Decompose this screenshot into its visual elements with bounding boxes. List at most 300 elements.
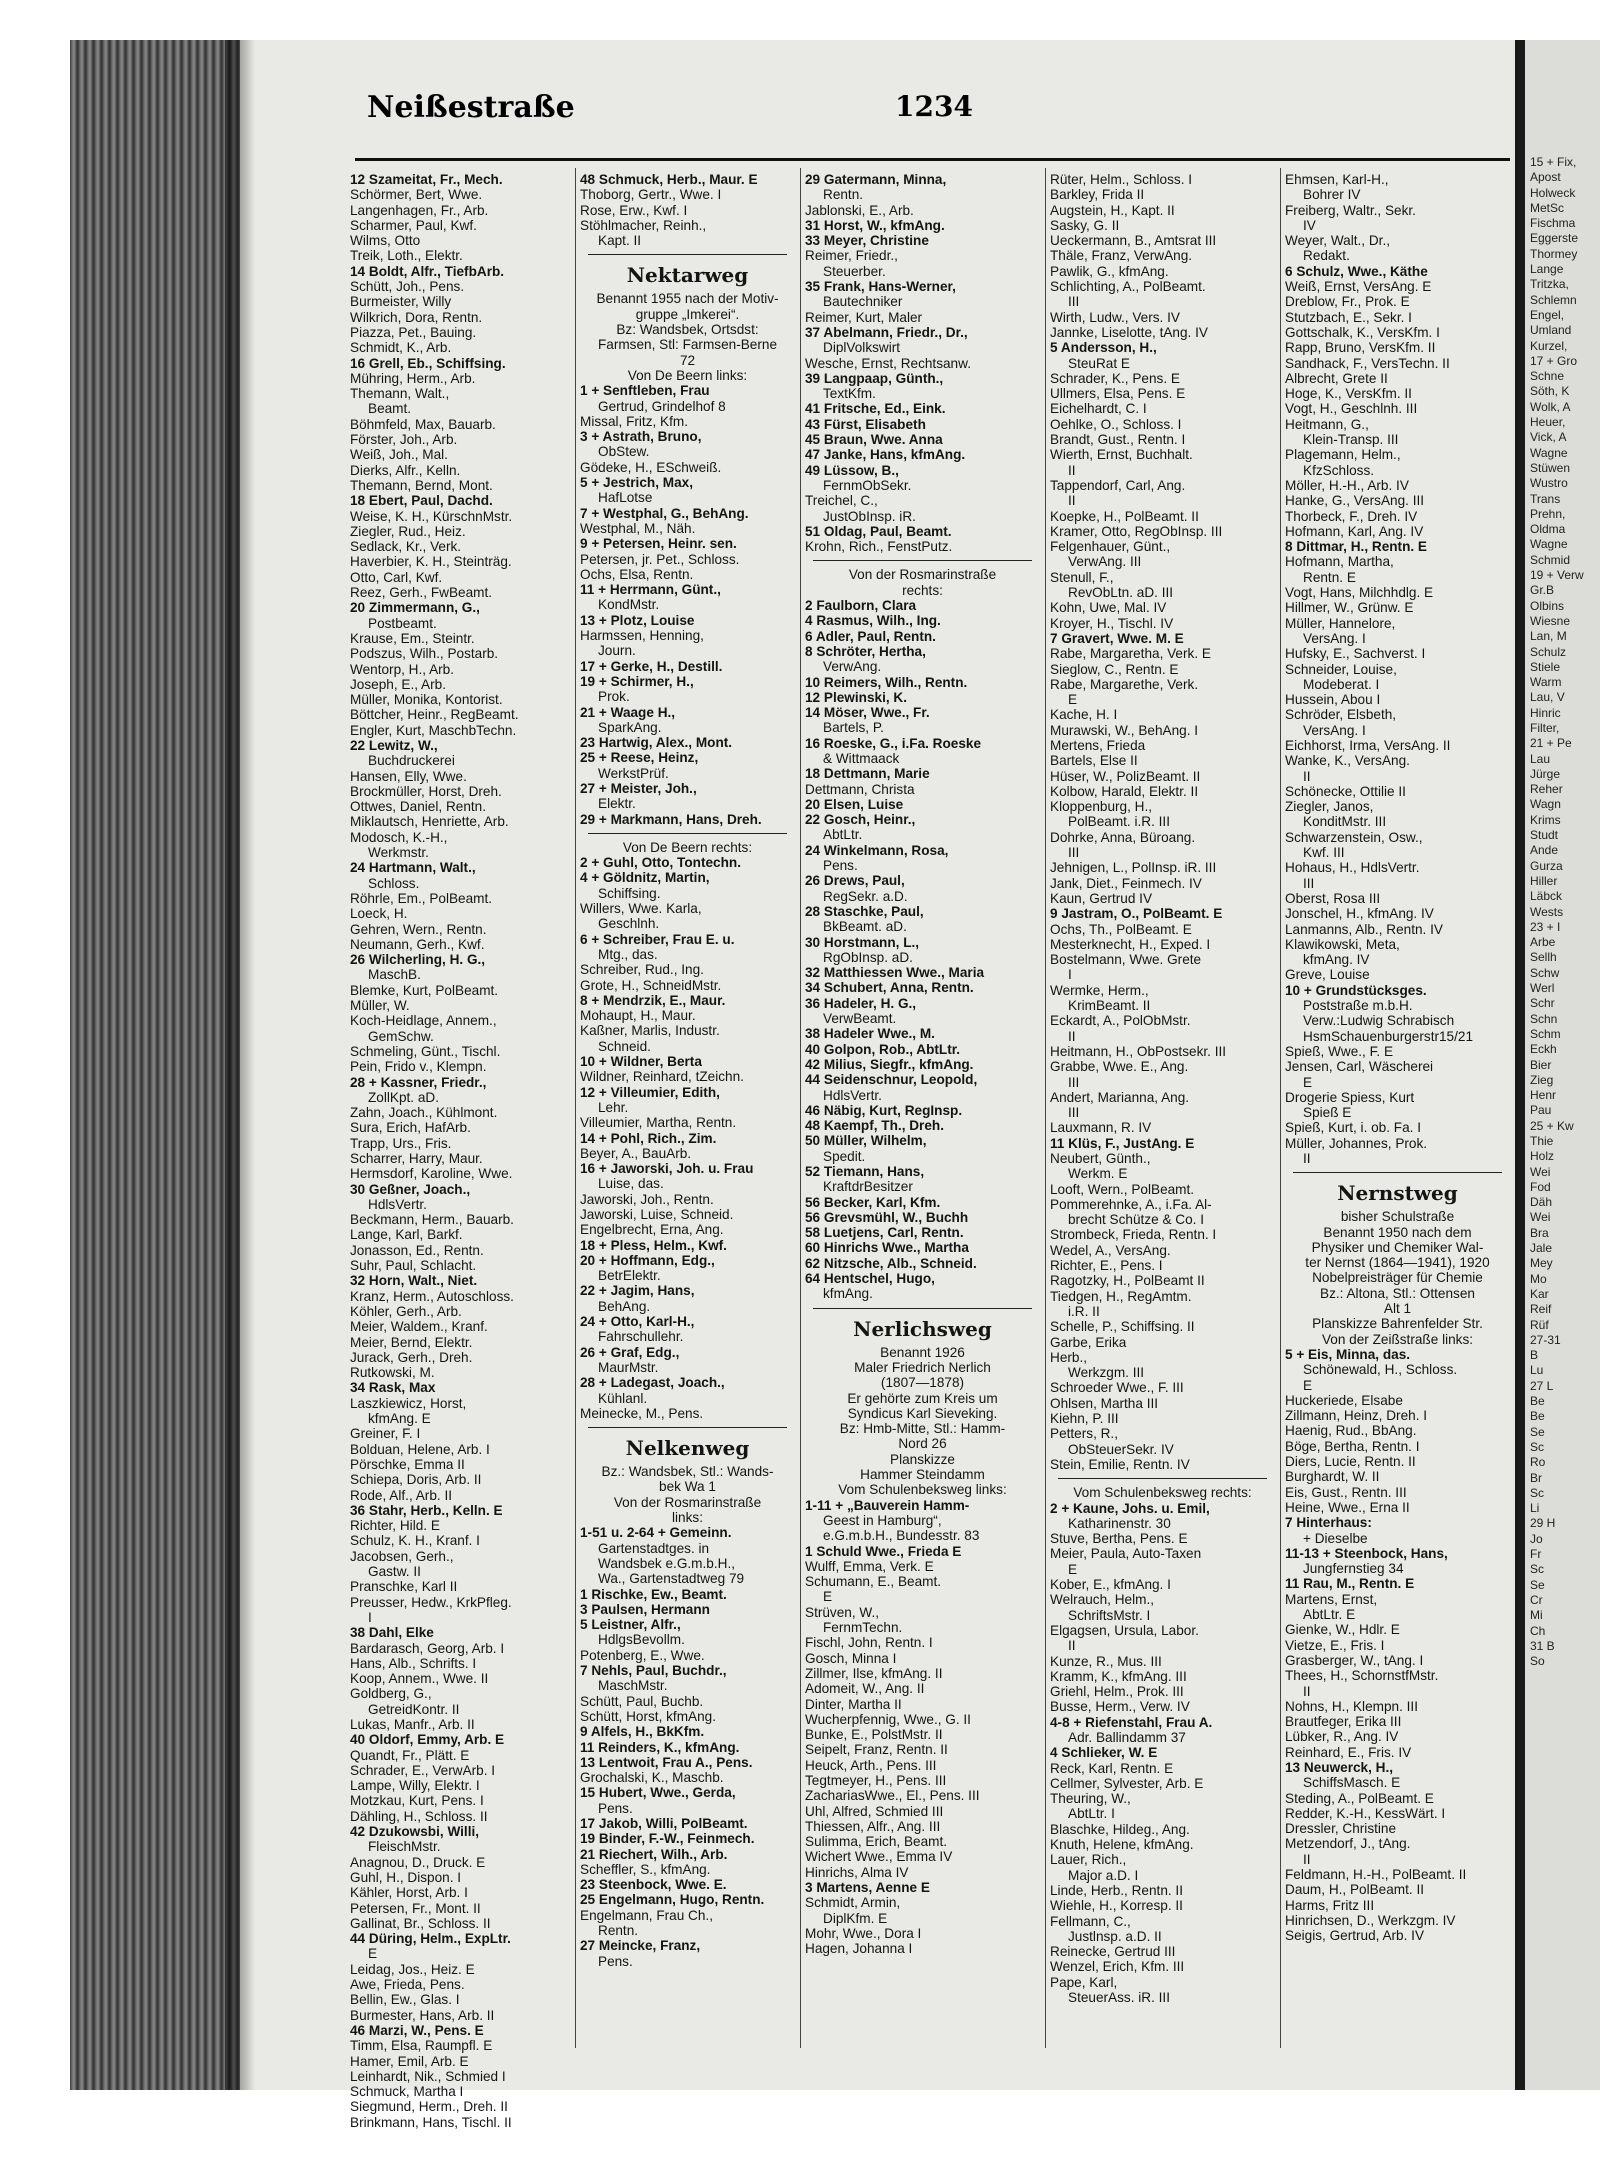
street-info-line: Farmsen, Stl: Farmsen-Berne [597,337,778,353]
directory-column-5 [1285,172,1510,2052]
house-number-entry: 14 Möser, Wwe., Fr. [805,705,930,721]
house-number-entry: 24 + Otto, Karl-H., [580,1314,695,1330]
resident-entry: Motzkau, Kurt, Pens. I [350,1793,484,1809]
resident-entry: Hofmann, Karl, Ang. IV [1285,523,1424,539]
resident-entry: Metzendorf, J., tAng. [1285,1836,1411,1852]
adjacent-page-line: Se [1530,1577,1545,1592]
house-number-entry: 45 Braun, Wwe. Anna [805,432,943,448]
street-info-line: Vom Schulenbeksweg rechts: [1073,1485,1252,1501]
resident-entry: Koop, Annem., Wwe. II [350,1671,489,1687]
resident-entry: Kranz, Herm., Autoschloss. [350,1288,514,1304]
street-info-line: bisher Schulstraße [1340,1209,1455,1225]
resident-entry: Schneid. [598,1038,651,1054]
resident-entry: Preusser, Hedw., KrkPfleg. [350,1594,512,1610]
resident-entry: Felgenhauer, Günt., [1050,539,1171,555]
adjacent-page-line: B [1530,1348,1539,1363]
house-number-entry: 41 Fritsche, Ed., Eink. [805,401,946,417]
house-number-entry: 28 Staschke, Paul, [805,903,924,919]
house-number-entry: 36 Stahr, Herb., Kelln. E [350,1502,503,1518]
resident-entry: Dähling, H., Schloss. II [350,1808,488,1824]
resident-entry: SparkAng. [598,719,662,735]
resident-entry: Klawikowski, Meta, [1285,936,1400,952]
resident-entry: HsmSchauenburgerstr15/21 [1303,1028,1474,1044]
resident-entry: VerwBeamt. [823,1011,897,1027]
resident-entry: RegSekr. a.D. [823,888,908,904]
resident-entry: Bartels, P. [823,720,884,736]
house-number-entry: 11-13 + Steenbock, Hans, [1285,1545,1448,1561]
adjacent-page-line: Be [1530,1394,1545,1409]
resident-entry: Reez, Gerh., FwBeamt. [350,585,493,601]
resident-entry: Werkzgm. III [1068,1365,1145,1381]
house-number-entry: 14 Boldt, Alfr., TiefbArb. [350,263,505,279]
house-number-entry: 56 Grevsmühl, W., Buchh [805,1209,969,1225]
resident-entry: Weiß, Joh., Mal. [350,447,448,463]
adjacent-page-line: Wei [1530,1210,1551,1225]
resident-entry: Schmidt, Armin, [805,1895,901,1911]
adjacent-page-line: Lange [1530,262,1564,277]
house-number-entry: 40 Oldorf, Emmy, Arb. E [350,1732,505,1748]
section-rule [588,1427,787,1428]
resident-entry: Lanmanns, Alb., Rentn. IV [1285,921,1443,937]
house-number-entry: 15 Hubert, Wwe., Gerda, [580,1785,736,1801]
resident-entry: brecht Schütze & Co. I [1068,1212,1205,1228]
adjacent-page-line: Studt [1530,828,1559,843]
adjacent-page-line: Thormey [1530,246,1578,261]
resident-entry: Geest in Hamburg“, [823,1512,942,1528]
house-number-entry: 7 Hinterhaus: [1285,1515,1372,1531]
street-info-line: Syndicus Karl Sieveking. [847,1405,998,1421]
resident-entry: Piazza, Pet., Bauing. [350,324,477,340]
resident-entry: Wentorp, H., Arb. [350,661,455,677]
resident-entry: Oehlke, O., Schloss. I [1050,416,1182,432]
adjacent-page-line: Stüwen [1530,460,1571,475]
resident-entry: Wirth, Ludw., Vers. IV [1050,309,1180,325]
resident-entry: III [1068,1105,1080,1121]
page-gutter [1515,40,1525,2090]
resident-entry: Nohns, H., Klempn. III [1285,1698,1418,1714]
house-number-entry: 47 Janke, Hans, kfmAng. [805,447,966,463]
street-section-title: Nernstweg [1337,1181,1458,1206]
section-rule [588,254,787,255]
adjacent-page-line: Werl [1530,981,1555,996]
street-info-line: Bz.: Wandsbek, Stl.: Wands- [601,1464,774,1480]
resident-entry: Schloss. [368,875,420,891]
resident-entry: Hans, Alb., Schrifts. I [350,1655,477,1671]
house-number-entry: 5 + Jestrich, Max, [580,475,693,491]
resident-entry: Pens. [598,1800,633,1816]
resident-entry: Müller, Hannelore, [1285,615,1396,631]
resident-entry: Ullmers, Elsa, Pens. E [1050,386,1186,402]
resident-entry: Sulimma, Erich, Beamt. [805,1834,948,1850]
directory-column-3 [805,172,1040,2052]
house-number-entry: 26 Drews, Paul, [805,873,905,889]
resident-entry: MaurMstr. [598,1359,659,1375]
resident-entry: Wilkrich, Dora, Rentn. [350,309,483,325]
resident-entry: Justlnsp. a.D. II [1068,1928,1162,1944]
resident-entry: Beyer, A., BauArb. [580,1145,692,1161]
house-number-entry: 2 Faulborn, Clara [805,598,917,614]
house-number-entry: 5 + Eis, Minna, das. [1285,1346,1411,1362]
adjacent-page-line: Schmid [1530,552,1571,567]
house-number-entry: 5 Andersson, H., [1050,340,1157,356]
house-number-entry: 7 Nehls, Paul, Buchdr., [580,1663,727,1679]
resident-entry: Elektr. [598,796,636,812]
resident-entry: Krohn, Rich., FenstPutz. [805,539,953,555]
resident-entry: Kiehn, P. III [1050,1411,1119,1427]
resident-entry: Schönecke, Ottilie II [1285,783,1406,799]
resident-entry: II [1303,1851,1311,1867]
resident-entry: Lampe, Willy, Elektr. I [350,1778,480,1794]
adjacent-page-line: Mo [1530,1271,1547,1286]
resident-entry: HdlgsBevollm. [598,1632,685,1648]
resident-entry: Fellmann, C., [1050,1913,1131,1929]
resident-entry: Werkmstr. [368,845,429,861]
resident-entry: Ottwes, Daniel, Rentn. [350,799,486,815]
resident-entry: Mertens, Frieda [1050,737,1146,753]
resident-entry: Treik, Loth., Elektr. [350,248,463,264]
house-number-entry: 11 Rau, M., Rentn. E [1285,1576,1415,1592]
adjacent-page-line: Henr [1530,1088,1557,1103]
resident-entry: Ochs, Elsa, Rentn. [580,566,694,582]
resident-entry: Brandt, Gust., Rentn. I [1050,432,1186,448]
adjacent-page-line: Fr [1530,1547,1542,1562]
adjacent-page-line: 19 + Verw [1530,568,1584,583]
page-header-street: Neißestraße [367,90,575,125]
house-number-entry: 2 + Guhl, Otto, Tontechn. [580,855,741,871]
resident-entry: Loeck, H. [350,906,408,922]
resident-entry: Stutzbach, E., Sekr. I [1285,309,1412,325]
section-rule [813,560,1032,561]
resident-entry: Gienke, W., Hdlr. E [1285,1622,1400,1638]
resident-entry: Gertrud, Grindelhof 8 [598,398,726,414]
resident-entry: Ziegler, Rud., Heiz. [350,523,466,539]
resident-entry: & Wittmaack [823,750,900,766]
house-number-entry: 60 Hinrichs Wwe., Martha [805,1240,969,1256]
house-number-entry: 9 + Petersen, Heinr. sen. [580,536,737,552]
resident-entry: Pawlik, G., kfmAng. [1050,263,1169,279]
resident-entry: SchiffsMasch. E [1303,1775,1401,1791]
resident-entry: FernmObSekr. [823,477,912,493]
street-info-line: Von der Rosmarinstraße [848,567,997,583]
resident-entry: Huckeriede, Elsabe [1285,1392,1403,1408]
resident-entry: Wedel, A., VersAng. [1050,1242,1171,1258]
adjacent-page-line: Schlemn [1530,292,1577,307]
house-number-entry: 48 Schmuck, Herb., Maur. E [580,172,758,187]
house-number-entry: 22 Lewitz, W., [350,737,438,753]
house-number-entry: 33 Meyer, Christine [805,233,929,249]
adjacent-page-line: Lau [1530,751,1551,766]
resident-entry: Busse, Herm., Verw. IV [1050,1699,1190,1715]
resident-entry: kfmAng. [823,1286,873,1302]
column-divider [800,168,801,2048]
adjacent-page-line: Schn [1530,1011,1558,1026]
resident-entry: Kohn, Uwe, Mal. IV [1050,600,1167,616]
street-info-line: Planskizze [890,1451,955,1467]
adjacent-page-line: Tritzka, [1530,277,1569,292]
house-number-entry: 37 Abelmann, Friedr., Dr., [805,324,968,340]
header-rule [355,158,1510,161]
adjacent-page-line: Pau [1530,1103,1552,1118]
resident-entry: Böhmfeld, Max, Bauarb. [350,416,496,432]
adjacent-page-line: Bra [1530,1225,1549,1240]
resident-entry: Röhrle, Em., PolBeamt. [350,890,493,906]
house-number-entry: 18 Ebert, Paul, Dachd. [350,493,493,509]
resident-entry: Uhl, Alfred, Schmied III [805,1803,944,1819]
house-number-entry: 62 Nitzsche, Alb., Schneid. [805,1255,977,1271]
column-divider [1280,168,1281,2048]
resident-entry: Spieß E [1303,1105,1352,1121]
house-number-entry: 48 Kaempf, Th., Dreh. [805,1118,944,1134]
resident-entry: Wichert Wwe., Emma IV [805,1849,953,1865]
resident-entry: Schiepa, Doris, Arb. II [350,1472,482,1488]
resident-entry: Schönewald, H., Schloss. [1303,1362,1458,1378]
resident-entry: Thiessen, Alfr., Ang. III [805,1818,941,1834]
resident-entry: Wandsbek e.G.m.b.H., [598,1555,735,1571]
adjacent-page-line: 29 H [1530,1516,1556,1531]
resident-entry: Pommerehnke, A., i.Fa. Al- [1050,1196,1212,1212]
resident-entry: VersAng. I [1303,722,1366,738]
resident-entry: Stuve, Bertha, Pens. E [1050,1531,1188,1547]
resident-entry: Petersen, Fr., Mont. II [350,1900,481,1916]
resident-entry: Wiehle, H., Korresp. II [1050,1898,1183,1914]
resident-entry: II [1303,1683,1311,1699]
resident-entry: kfmAng. E [368,1411,431,1427]
street-info-line: Maler Friedrich Nerlich [854,1359,991,1375]
resident-entry: Engelbrecht, Erna, Ang. [580,1222,724,1238]
house-number-entry: 11 Klüs, F., JustAng. E [1050,1135,1195,1151]
house-number-entry: 24 Winkelmann, Rosa, [805,842,949,858]
resident-entry: KondMstr. [598,597,660,613]
street-info-line: Planskizze Bahrenfelder Str. [1312,1316,1483,1332]
adjacent-page-line: Däh [1530,1195,1553,1210]
adjacent-page-line: Se [1530,1424,1545,1439]
street-info-line: Vom Schulenbeksweg links: [838,1482,1007,1498]
street-info-line: Benannt 1950 nach dem [1323,1224,1472,1240]
resident-entry: Müller, Johannes, Prok. [1285,1135,1428,1151]
adjacent-page-line: 21 + Pe [1530,736,1572,751]
resident-entry: Reimer, Friedr., [805,248,898,264]
resident-entry: VerwAng. [823,659,882,675]
house-number-entry: 49 Lüssow, B., [805,462,899,478]
adjacent-page-line: Stiele [1530,659,1561,674]
resident-entry: Rutkowski, M. [350,1365,435,1381]
resident-entry: Lehr. [598,1099,629,1115]
adjacent-page-line: 17 + Gro [1530,353,1578,368]
adjacent-page-line: 27 L [1530,1378,1554,1393]
resident-entry: I [368,1609,372,1625]
resident-entry: Verw.:Ludwig Schrabisch [1303,1013,1455,1029]
house-number-entry: 44 Düring, Helm., ExpLtr. [350,1931,511,1947]
resident-entry: Burmeister, Willy [350,294,452,310]
resident-entry: Schütt, Paul, Buchb. [580,1693,704,1709]
resident-entry: Diers, Lucie, Rentn. II [1285,1454,1416,1470]
resident-entry: FernmTechn. [823,1620,903,1636]
resident-entry: Guhl, H., Dispon. I [350,1869,462,1885]
resident-entry: Herb., [1050,1349,1088,1365]
resident-entry: Richter, Hild. E [350,1518,440,1534]
resident-entry: Grochalski, K., Maschb. [580,1770,724,1786]
resident-entry: Wildner, Reinhard, tZeichn. [580,1069,744,1085]
resident-entry: Schmuck, Martha I [350,2084,464,2100]
resident-entry: Pranschke, Karl II [350,1579,458,1595]
street-info-line: rechts: [902,582,943,598]
resident-entry: Kloppenburg, H., [1050,799,1153,815]
adjacent-page-line: Zieg [1530,1072,1554,1087]
house-number-entry: 42 Dzukowsbi, Willi, [350,1824,480,1840]
street-info-line: Hammer Steindamm [860,1467,985,1483]
house-number-entry: 51 Oldag, Paul, Beamt. [805,523,952,539]
resident-entry: Kapt. II [598,233,642,249]
adjacent-page-line: Trans [1530,491,1561,506]
resident-entry: AbtLtr. I [1068,1806,1115,1822]
resident-entry: Engler, Kurt, MaschbTechn. [350,722,517,738]
resident-entry: Schmidt, K., Arb. [350,340,452,356]
resident-entry: Prok. [598,689,630,705]
resident-entry: Freiberg, Waltr., Sekr. [1285,202,1416,218]
resident-entry: Hagen, Johanna I [805,1941,913,1957]
resident-entry: Modeberat. I [1303,676,1380,692]
resident-entry: Brinkmann, Hans, Tischl. II [350,2114,512,2130]
street-info-line: Benannt 1926 [880,1344,965,1360]
resident-entry: Rabe, Margarethe, Verk. [1050,676,1199,692]
resident-entry: Wilms, Otto [350,233,421,249]
house-number-entry: 46 Marzi, W., Pens. E [350,2022,484,2038]
adjacent-page-line: Rüf [1530,1317,1549,1332]
resident-entry: DiplKfm. E [823,1910,888,1926]
resident-entry: Kähler, Horst, Arb. I [350,1885,468,1901]
resident-entry: Wesche, Ernst, Rechtsanw. [805,355,971,371]
adjacent-page-line: Fod [1530,1179,1551,1194]
house-number-entry: 8 Schröter, Hertha, [805,643,926,659]
adjacent-page-line: Engel, [1530,307,1565,322]
resident-entry: + Dieselbe [1303,1530,1368,1546]
resident-entry: PolBeamt. i.R. III [1068,814,1170,830]
adjacent-page-line: Ande [1530,843,1559,858]
resident-entry: RevObLtn. aD. III [1068,585,1174,601]
resident-entry: Knuth, Helene, kfmAng. [1050,1837,1194,1853]
resident-entry: Thoborg, Gertr., Wwe. I [580,187,722,203]
resident-entry: ObStew. [598,444,650,460]
resident-entry: Mohr, Wwe., Dora I [805,1925,922,1941]
resident-entry: Leinhardt, Nik., Schmied I [350,2068,506,2084]
resident-entry: III [1303,875,1315,891]
street-info-line: ter Nernst (1864—1941), 1920 [1305,1255,1490,1271]
page-number: 1234 [895,90,973,123]
resident-entry: Kache, H. I [1050,707,1118,723]
resident-entry: Thorbeck, F., Dreh. IV [1285,508,1418,524]
resident-entry: Eichelhardt, C. I [1050,401,1147,417]
resident-entry: Elgagsen, Ursula, Labor. [1050,1622,1199,1638]
resident-entry: II [1303,1151,1311,1166]
resident-entry: Feldmann, H.-H., PolBeamt. II [1285,1867,1467,1883]
adjacent-page-line: Mey [1530,1256,1553,1271]
resident-entry: Tegtmeyer, H., Pens. III [805,1772,947,1788]
resident-entry: Eis, Gust., Rentn. III [1285,1484,1407,1500]
house-number-entry: 2 + Kaune, Johs. u. Emil, [1050,1500,1210,1516]
resident-entry: Meinecke, M., Pens. [580,1405,704,1421]
house-number-entry: 20 + Hoffmann, Edg., [580,1252,715,1268]
resident-entry: Ragotzky, H., PolBeamt II [1050,1273,1205,1289]
resident-entry: Martens, Ernst, [1285,1591,1378,1607]
house-number-entry: 4-8 + Riefenstahl, Frau A. [1050,1714,1213,1730]
resident-entry: Jurack, Gerh., Dreh. [350,1349,473,1365]
resident-entry: Stöhlmacher, Reinh., [580,217,707,233]
resident-entry: Scharrer, Harry, Maur. [350,1151,483,1166]
resident-entry: Rentn. [823,187,864,203]
house-number-entry: 1 Schuld Wwe., Frieda E [805,1543,962,1559]
resident-entry: Luise, das. [598,1176,664,1192]
resident-entry: Jannke, Liselotte, tAng. IV [1050,324,1208,340]
street-section-title: Nerlichsweg [853,1316,992,1341]
house-number-entry: 8 Dittmar, H., Rentn. E [1285,539,1428,555]
adjacent-page-line: Oldma [1530,522,1566,537]
adjacent-page-line: Apost [1530,170,1561,185]
adjacent-page-line: Ch [1530,1623,1546,1638]
resident-entry: Stenull, F., [1050,569,1114,585]
section-rule [1058,1478,1267,1479]
resident-entry: Schroeder Wwe., F. III [1050,1380,1184,1396]
street-info-line: Alt 1 [1383,1301,1412,1317]
adjacent-page-line: Gr.B [1530,583,1555,598]
resident-entry: Pens. [823,858,858,874]
resident-entry: Villeumier, Martha, Rentn. [580,1115,737,1131]
house-number-entry: 44 Seidenschnur, Leopold, [805,1072,978,1088]
resident-entry: Grote, H., SchneidMstr. [580,977,722,993]
resident-entry: Kolbow, Harald, Elektr. II [1050,783,1199,799]
resident-entry: Vogt, H., Geschlnh. III [1285,401,1418,417]
resident-entry: HdlsVertr. [368,1196,427,1212]
house-number-entry: 19 + Schirmer, H., [580,673,694,689]
resident-entry: Langenhagen, Fr., Arb. [350,202,489,218]
house-number-entry: 3 + Astrath, Bruno, [580,429,702,445]
adjacent-page-line: Sc [1530,1439,1545,1454]
resident-entry: Schwarzenstein, Osw., [1285,829,1423,845]
resident-entry: Themann, Bernd, Mont. [350,477,493,493]
resident-entry: Steding, A., PolBeamt. E [1285,1790,1434,1806]
adjacent-page-line: Sc [1530,1562,1545,1577]
adjacent-page-line: Schr [1530,996,1555,1011]
adjacent-page-line: Cr [1530,1592,1543,1607]
resident-entry: Spieß, Wwe., F. E [1285,1043,1394,1059]
resident-entry: Greiner, F. I [350,1426,421,1442]
resident-entry: Tiedgen, H., RegAmtm. [1050,1288,1192,1304]
resident-entry: TextKfm. [823,386,876,402]
resident-entry: Bohrer IV [1303,187,1361,203]
resident-entry: Sura, Erich, HafArb. [350,1120,471,1136]
resident-entry: Garbe, Erika [1050,1334,1127,1350]
house-number-entry: 22 + Jagim, Hans, [580,1283,695,1299]
house-number-entry: 9 Alfels, H., BkKfm. [580,1724,705,1740]
resident-entry: Schiffsing. [598,885,661,901]
adjacent-page-line: Be [1530,1409,1545,1424]
resident-entry: Beamt. [368,401,412,417]
resident-entry: Strombeck, Frieda, Rentn. I [1050,1227,1217,1243]
resident-entry: Rode, Alf., Arb. II [350,1487,453,1503]
resident-entry: WerkstPrüf. [598,765,669,781]
resident-entry: HafLotse [598,490,653,506]
house-number-entry: 12 Plewinski, K. [805,689,907,705]
resident-entry: Drogerie Spiess, Kurt [1285,1089,1415,1105]
house-number-entry: 20 Zimmermann, G., [350,600,480,616]
adjacent-page-line: Holz [1530,1149,1555,1164]
resident-entry: KraftdrBesitzer [823,1179,913,1195]
adjacent-page-line: 27-31 [1530,1332,1561,1347]
resident-entry: Meier, Paula, Auto-Taxen [1050,1546,1202,1562]
house-number-entry: 1 Rischke, Ew., Beamt. [580,1586,727,1602]
house-number-entry: 26 + Graf, Edg., [580,1344,680,1360]
street-info-line: 72 [679,352,696,368]
house-number-entry: 27 Meincke, Franz, [580,1938,701,1954]
